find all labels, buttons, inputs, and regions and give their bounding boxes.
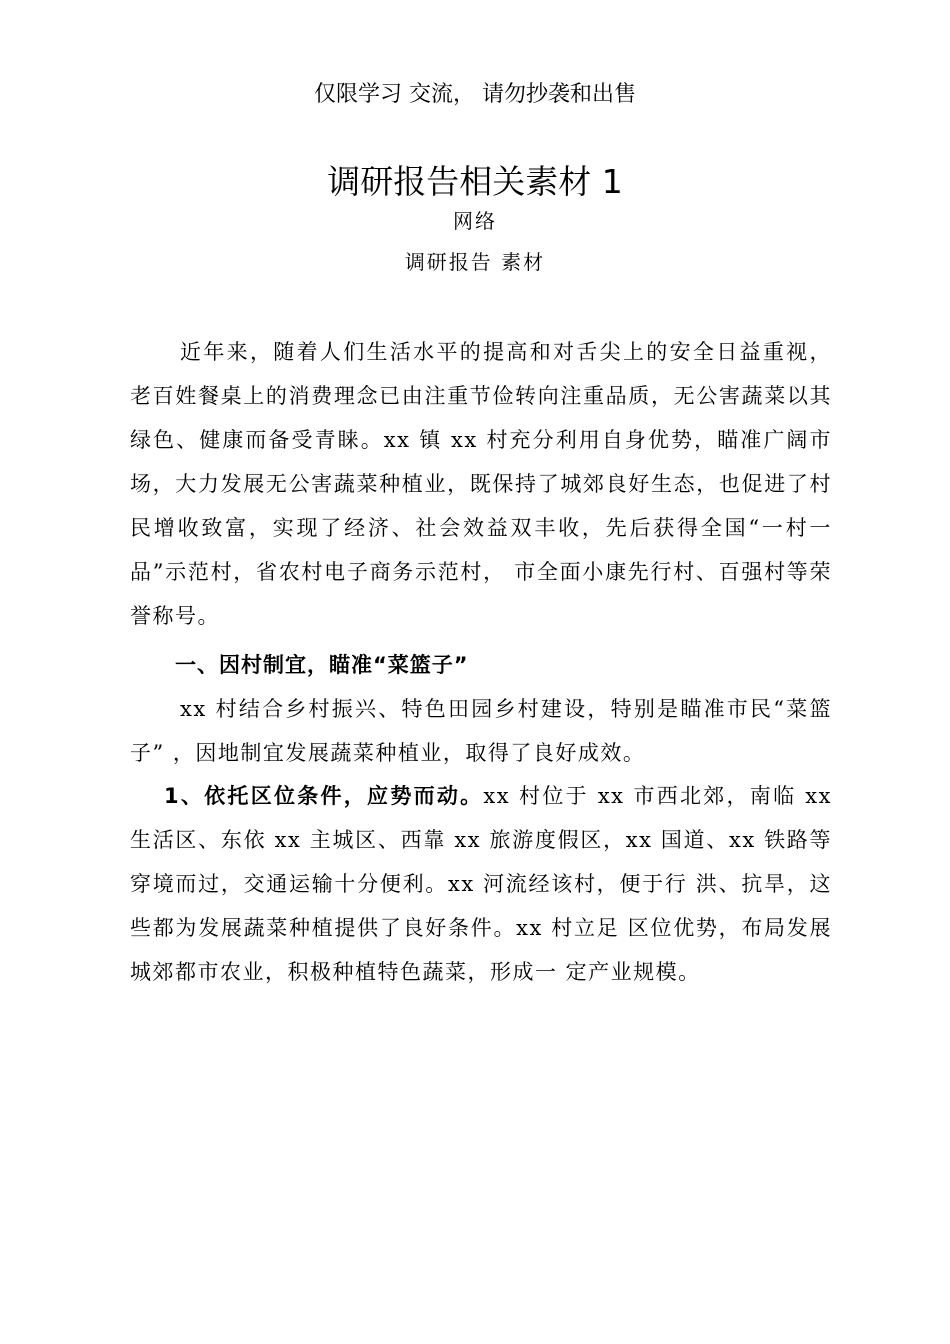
section-heading: 一、因村制宜，瞄准“菜篮子” xyxy=(175,653,469,677)
point-text: xx 村位于 xx 市西北郊，南临 xx 生活区、东依 xx 主城区、西靠 xx 旅游度假区，xx 国道、xx 铁路等穿境而过，交通运输十分便利。xx 河流经该村，便于行 洪、抗旱，这些都为发展蔬菜种植提供了良好条件。xx 村立足 区位优势，布局发展城郊都市农业，积极种植特色蔬菜，形成一 定产业规模。 xyxy=(130,784,832,984)
section-paragraph: xx 村结合乡村振兴、特色田园乡村建设，特别是瞄准市民“菜篮子” ，因地制宜发展蔬菜种植业，取得了良好成效。 xyxy=(130,697,832,765)
document-title: 调研报告相关素材 1 xyxy=(327,162,623,201)
point-paragraph xyxy=(130,774,832,994)
header-note: 仅限学习 交流， 请勿抄袭和出售 xyxy=(314,82,636,107)
point-lead: 1、依托区位条件，应势而动。 xyxy=(164,784,484,808)
document-source: 网络 xyxy=(453,209,497,233)
document-keywords: 调研报告 素材 xyxy=(404,250,546,274)
intro-paragraph: 近年来，随着人们生活水平的提高和对舌尖上的安全日益重视，老百姓餐桌上的消费理念已由注重节俭转向注重品质，无公害蔬菜以其绿色、健康而备受青睐。xx 镇 xx 村充分利用自身优势，瞄准广阔市场，大力发展无公害蔬菜种植业，既保持了城郊良好生态，也促进了村民增收致富，实现了经济、社会效益双丰收，先后获得全国“一村一品”示范村，省农村电子商务示范村， 市全面小康先行村、百强村等荣誉称号。 xyxy=(130,340,832,628)
